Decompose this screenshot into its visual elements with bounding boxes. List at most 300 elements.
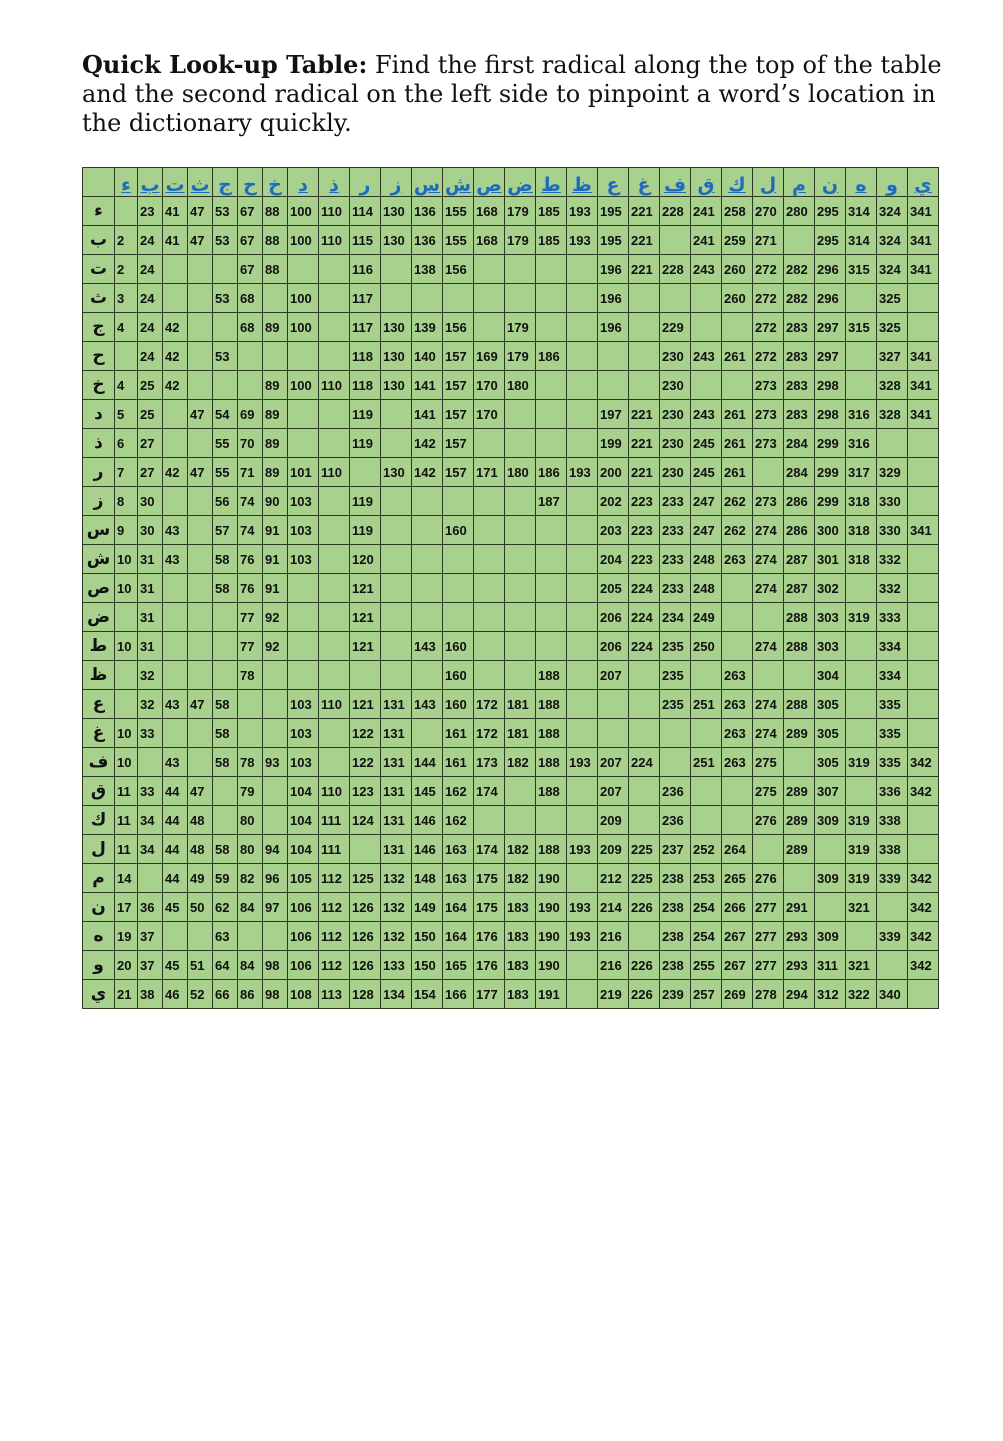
table-row: [83, 806, 939, 835]
page-number-cell: 42: [163, 313, 188, 342]
table-row: [83, 748, 939, 777]
page-number-cell: 272: [753, 313, 784, 342]
page-number-cell: 342: [908, 864, 939, 893]
page-number-cell: 188: [536, 777, 567, 806]
row-header-letter: ن: [83, 893, 115, 922]
page-number-cell: 328: [877, 371, 908, 400]
page-number-cell: [908, 806, 939, 835]
page-number-cell: [474, 574, 505, 603]
page-number-cell: 277: [753, 893, 784, 922]
intro-paragraph: [82, 50, 942, 138]
page-number-cell: 342: [908, 922, 939, 951]
page-number-cell: 90: [263, 487, 288, 516]
page-number-cell: 150: [412, 922, 443, 951]
page-number-cell: [319, 545, 350, 574]
page-number-cell: [784, 864, 815, 893]
page-number-cell: 89: [263, 400, 288, 429]
row-header-letter: ر: [83, 458, 115, 487]
page-number-cell: [188, 632, 213, 661]
page-number-cell: 321: [846, 893, 877, 922]
page-number-cell: 84: [238, 951, 263, 980]
page-number-cell: 225: [629, 864, 660, 893]
page-number-cell: 253: [691, 864, 722, 893]
page-number-cell: [567, 371, 598, 400]
page-number-cell: 195: [598, 197, 629, 226]
page-number-cell: 136: [412, 197, 443, 226]
page-number-cell: 133: [381, 951, 412, 980]
page-number-cell: 110: [319, 197, 350, 226]
page-number-cell: 131: [381, 719, 412, 748]
page-number-cell: [629, 313, 660, 342]
page-number-cell: 274: [753, 632, 784, 661]
page-number-cell: 48: [188, 835, 213, 864]
page-number-cell: [319, 603, 350, 632]
page-number-cell: [877, 951, 908, 980]
page-number-cell: 11: [115, 806, 138, 835]
page-number-cell: 282: [784, 284, 815, 313]
page-number-cell: 188: [536, 835, 567, 864]
page-number-cell: [598, 371, 629, 400]
page-number-cell: 177: [474, 980, 505, 1009]
page-number-cell: 206: [598, 603, 629, 632]
page-number-cell: 157: [443, 371, 474, 400]
page-number-cell: 132: [381, 922, 412, 951]
page-number-cell: 4: [115, 371, 138, 400]
row-header-letter: ل: [83, 835, 115, 864]
page-number-cell: 118: [350, 371, 381, 400]
table-row: [83, 197, 939, 226]
page-number-cell: 224: [629, 603, 660, 632]
table-row: [83, 661, 939, 690]
page-number-cell: 235: [660, 690, 691, 719]
column-header-letter: ن: [815, 168, 846, 197]
page-number-cell: 336: [877, 777, 908, 806]
table-row: [83, 342, 939, 371]
page-number-cell: 23: [138, 197, 163, 226]
page-number-cell: 221: [629, 255, 660, 284]
page-number-cell: 299: [815, 429, 846, 458]
page-number-cell: 34: [138, 806, 163, 835]
page-number-cell: 173: [474, 748, 505, 777]
page-number-cell: [474, 255, 505, 284]
page-number-cell: [722, 777, 753, 806]
page-number-cell: 161: [443, 748, 474, 777]
page-number-cell: 204: [598, 545, 629, 574]
page-number-cell: [163, 719, 188, 748]
page-number-cell: 324: [877, 226, 908, 255]
page-number-cell: [908, 603, 939, 632]
page-number-cell: [505, 516, 536, 545]
page-number-cell: [188, 342, 213, 371]
page-number-cell: [474, 661, 505, 690]
page-number-cell: 236: [660, 806, 691, 835]
page-number-cell: 233: [660, 545, 691, 574]
page-number-cell: [263, 284, 288, 313]
page-number-cell: 287: [784, 574, 815, 603]
page-number-cell: 24: [138, 255, 163, 284]
table-row: [83, 603, 939, 632]
table-row: [83, 255, 939, 284]
page-number-cell: 263: [722, 748, 753, 777]
page-number-cell: [660, 748, 691, 777]
page-number-cell: [629, 661, 660, 690]
page-number-cell: 149: [412, 893, 443, 922]
page-number-cell: 267: [722, 922, 753, 951]
page-number-cell: 86: [238, 980, 263, 1009]
page-number-cell: [908, 632, 939, 661]
page-number-cell: [691, 719, 722, 748]
page-number-cell: 235: [660, 661, 691, 690]
page-number-cell: 248: [691, 545, 722, 574]
page-number-cell: [908, 487, 939, 516]
page-number-cell: 230: [660, 458, 691, 487]
table-row: [83, 835, 939, 864]
page-number-cell: [163, 487, 188, 516]
page-number-cell: [263, 777, 288, 806]
page-number-cell: 116: [350, 255, 381, 284]
page-number-cell: 141: [412, 400, 443, 429]
page-number-cell: 319: [846, 835, 877, 864]
page-number-cell: 294: [784, 980, 815, 1009]
table-row: [83, 313, 939, 342]
page-number-cell: 47: [188, 400, 213, 429]
page-number-cell: 80: [238, 806, 263, 835]
page-number-cell: 121: [350, 632, 381, 661]
page-number-cell: 289: [784, 719, 815, 748]
page-number-cell: 341: [908, 400, 939, 429]
page-number-cell: 170: [474, 371, 505, 400]
page-number-cell: 295: [815, 197, 846, 226]
page-number-cell: [319, 748, 350, 777]
page-number-cell: 261: [722, 342, 753, 371]
page-number-cell: 254: [691, 893, 722, 922]
page-number-cell: [263, 806, 288, 835]
page-number-cell: [784, 661, 815, 690]
page-number-cell: 183: [505, 893, 536, 922]
page-number-cell: [263, 922, 288, 951]
page-number-cell: 34: [138, 835, 163, 864]
page-number-cell: 10: [115, 748, 138, 777]
page-number-cell: 106: [288, 922, 319, 951]
page-number-cell: 148: [412, 864, 443, 893]
page-number-cell: 183: [505, 980, 536, 1009]
page-number-cell: [629, 342, 660, 371]
page-number-cell: 243: [691, 342, 722, 371]
page-number-cell: 42: [163, 458, 188, 487]
page-number-cell: 314: [846, 197, 877, 226]
page-number-cell: 50: [188, 893, 213, 922]
page-number-cell: 247: [691, 487, 722, 516]
page-number-cell: [536, 806, 567, 835]
page-number-cell: 58: [213, 574, 238, 603]
page-number-cell: 289: [784, 835, 815, 864]
page-number-cell: [660, 226, 691, 255]
page-number-cell: 319: [846, 806, 877, 835]
page-number-cell: 24: [138, 342, 163, 371]
page-number-cell: 234: [660, 603, 691, 632]
page-number-cell: 76: [238, 545, 263, 574]
row-header-letter: ط: [83, 632, 115, 661]
column-header-letter: ب: [138, 168, 163, 197]
page-number-cell: [722, 603, 753, 632]
page-number-cell: 9: [115, 516, 138, 545]
page-number-cell: [163, 400, 188, 429]
page-number-cell: [629, 806, 660, 835]
page-number-cell: [213, 603, 238, 632]
page-number-cell: 241: [691, 226, 722, 255]
page-number-cell: 157: [443, 342, 474, 371]
page-number-cell: 186: [536, 342, 567, 371]
page-number-cell: 58: [213, 719, 238, 748]
page-number-cell: 324: [877, 255, 908, 284]
page-number-cell: 24: [138, 226, 163, 255]
page-number-cell: 57: [213, 516, 238, 545]
row-header-letter: ض: [83, 603, 115, 632]
page-number-cell: 115: [350, 226, 381, 255]
page-number-cell: 145: [412, 777, 443, 806]
page-number-cell: 31: [138, 545, 163, 574]
column-header-letter: ث: [188, 168, 213, 197]
page-number-cell: [381, 574, 412, 603]
page-number-cell: 96: [263, 864, 288, 893]
page-number-cell: 274: [753, 574, 784, 603]
page-number-cell: 223: [629, 516, 660, 545]
page-number-cell: 315: [846, 255, 877, 284]
page-number-cell: 32: [138, 661, 163, 690]
page-number-cell: 126: [350, 893, 381, 922]
page-number-cell: 103: [288, 516, 319, 545]
page-number-cell: [567, 400, 598, 429]
page-number-cell: 188: [536, 719, 567, 748]
page-number-cell: 330: [877, 487, 908, 516]
page-number-cell: 287: [784, 545, 815, 574]
table-row: [83, 400, 939, 429]
page-number-cell: [213, 661, 238, 690]
page-number-cell: [753, 603, 784, 632]
page-number-cell: [412, 545, 443, 574]
page-number-cell: 338: [877, 835, 908, 864]
page-number-cell: 288: [784, 603, 815, 632]
page-number-cell: 143: [412, 632, 443, 661]
page-number-cell: [567, 806, 598, 835]
page-number-cell: 141: [412, 371, 443, 400]
column-header-letter: ح: [238, 168, 263, 197]
page-number-cell: 44: [163, 835, 188, 864]
page-number-cell: 5: [115, 400, 138, 429]
page-number-cell: 332: [877, 545, 908, 574]
page-number-cell: 165: [443, 951, 474, 980]
page-number-cell: 277: [753, 922, 784, 951]
page-number-cell: 176: [474, 951, 505, 980]
page-number-cell: 70: [238, 429, 263, 458]
page-number-cell: [567, 661, 598, 690]
page-number-cell: 264: [722, 835, 753, 864]
page-number-cell: 132: [381, 864, 412, 893]
page-number-cell: 112: [319, 893, 350, 922]
page-number-cell: 10: [115, 574, 138, 603]
page-number-cell: [350, 835, 381, 864]
page-number-cell: 160: [443, 632, 474, 661]
page-number-cell: 150: [412, 951, 443, 980]
page-number-cell: 318: [846, 487, 877, 516]
page-number-cell: [188, 748, 213, 777]
column-header-letter: ك: [722, 168, 753, 197]
page-number-cell: 41: [163, 197, 188, 226]
page-number-cell: 274: [753, 516, 784, 545]
page-number-cell: [567, 516, 598, 545]
page-number-cell: 340: [877, 980, 908, 1009]
column-header-letter: ص: [474, 168, 505, 197]
page-number-cell: [877, 429, 908, 458]
page-number-cell: 263: [722, 545, 753, 574]
column-header-letter: ه: [846, 168, 877, 197]
row-header-letter: ك: [83, 806, 115, 835]
page-number-cell: 131: [381, 835, 412, 864]
page-number-cell: 37: [138, 922, 163, 951]
page-number-cell: [722, 632, 753, 661]
page-number-cell: 154: [412, 980, 443, 1009]
page-number-cell: 179: [505, 226, 536, 255]
page-number-cell: 68: [238, 313, 263, 342]
page-number-cell: [115, 661, 138, 690]
page-number-cell: 175: [474, 893, 505, 922]
page-number-cell: 298: [815, 400, 846, 429]
page-number-cell: 51: [188, 951, 213, 980]
page-number-cell: [536, 255, 567, 284]
page-number-cell: [505, 661, 536, 690]
page-number-cell: 180: [505, 458, 536, 487]
page-number-cell: [188, 487, 213, 516]
page-number-cell: [115, 197, 138, 226]
column-header-row: [83, 168, 939, 197]
page-number-cell: 47: [188, 458, 213, 487]
page-number-cell: 225: [629, 835, 660, 864]
page-number-cell: 20: [115, 951, 138, 980]
page-number-cell: 91: [263, 574, 288, 603]
page-number-cell: [238, 342, 263, 371]
page-number-cell: 58: [213, 690, 238, 719]
page-number-cell: 112: [319, 864, 350, 893]
page-number-cell: [629, 777, 660, 806]
table-row: [83, 893, 939, 922]
column-header-letter: غ: [629, 168, 660, 197]
table-row: [83, 690, 939, 719]
page-number-cell: 179: [505, 342, 536, 371]
page-number-cell: 118: [350, 342, 381, 371]
row-header-letter: ه: [83, 922, 115, 951]
page-number-cell: 300: [815, 516, 846, 545]
row-header-letter: ح: [83, 342, 115, 371]
page-number-cell: 238: [660, 951, 691, 980]
page-number-cell: [412, 487, 443, 516]
page-number-cell: [629, 284, 660, 313]
page-number-cell: [815, 835, 846, 864]
page-number-cell: 183: [505, 922, 536, 951]
page-number-cell: 297: [815, 342, 846, 371]
page-number-cell: 339: [877, 864, 908, 893]
page-number-cell: 286: [784, 516, 815, 545]
page-number-cell: [412, 284, 443, 313]
page-number-cell: 44: [163, 864, 188, 893]
row-header-letter: ي: [83, 980, 115, 1009]
page-number-cell: 278: [753, 980, 784, 1009]
page-number-cell: 32: [138, 690, 163, 719]
page-number-cell: 318: [846, 545, 877, 574]
page-number-cell: 185: [536, 226, 567, 255]
page-number-cell: 43: [163, 545, 188, 574]
page-number-cell: [319, 313, 350, 342]
column-header-letter: و: [877, 168, 908, 197]
page-number-cell: 205: [598, 574, 629, 603]
page-number-cell: 196: [598, 255, 629, 284]
page-number-cell: 172: [474, 719, 505, 748]
page-number-cell: 274: [753, 690, 784, 719]
column-header-letter: س: [412, 168, 443, 197]
page-number-cell: [138, 864, 163, 893]
page-number-cell: [238, 371, 263, 400]
page-number-cell: 88: [263, 255, 288, 284]
page-number-cell: [691, 313, 722, 342]
page-number-cell: 44: [163, 806, 188, 835]
page-number-cell: 341: [908, 197, 939, 226]
page-number-cell: [263, 342, 288, 371]
page-number-cell: 62: [213, 893, 238, 922]
page-number-cell: 282: [784, 255, 815, 284]
page-number-cell: 63: [213, 922, 238, 951]
page-number-cell: 247: [691, 516, 722, 545]
page-number-cell: 7: [115, 458, 138, 487]
page-number-cell: 216: [598, 951, 629, 980]
page-number-cell: [381, 255, 412, 284]
page-number-cell: 54: [213, 400, 238, 429]
page-number-cell: 286: [784, 487, 815, 516]
page-number-cell: 295: [815, 226, 846, 255]
page-number-cell: 100: [288, 371, 319, 400]
table-row: [83, 487, 939, 516]
page-number-cell: [536, 429, 567, 458]
page-number-cell: 321: [846, 951, 877, 980]
page-number-cell: 45: [163, 893, 188, 922]
page-number-cell: [163, 574, 188, 603]
page-number-cell: [188, 545, 213, 574]
page-number-cell: 120: [350, 545, 381, 574]
page-number-cell: 157: [443, 429, 474, 458]
page-number-cell: 138: [412, 255, 443, 284]
page-number-cell: 239: [660, 980, 691, 1009]
page-number-cell: 330: [877, 516, 908, 545]
page-number-cell: 305: [815, 748, 846, 777]
page-number-cell: [505, 777, 536, 806]
page-number-cell: 297: [815, 313, 846, 342]
page-number-cell: 305: [815, 690, 846, 719]
page-number-cell: 171: [474, 458, 505, 487]
row-header-letter: خ: [83, 371, 115, 400]
page-number-cell: 179: [505, 313, 536, 342]
page-number-cell: 160: [443, 516, 474, 545]
page-number-cell: 238: [660, 893, 691, 922]
page-number-cell: 214: [598, 893, 629, 922]
page-number-cell: 89: [263, 371, 288, 400]
page-number-cell: 284: [784, 458, 815, 487]
page-number-cell: 104: [288, 777, 319, 806]
page-number-cell: [629, 719, 660, 748]
page-number-cell: [443, 545, 474, 574]
page-number-cell: 169: [474, 342, 505, 371]
page-number-cell: 226: [629, 980, 660, 1009]
page-number-cell: [319, 632, 350, 661]
page-number-cell: 271: [753, 226, 784, 255]
page-number-cell: 315: [846, 313, 877, 342]
